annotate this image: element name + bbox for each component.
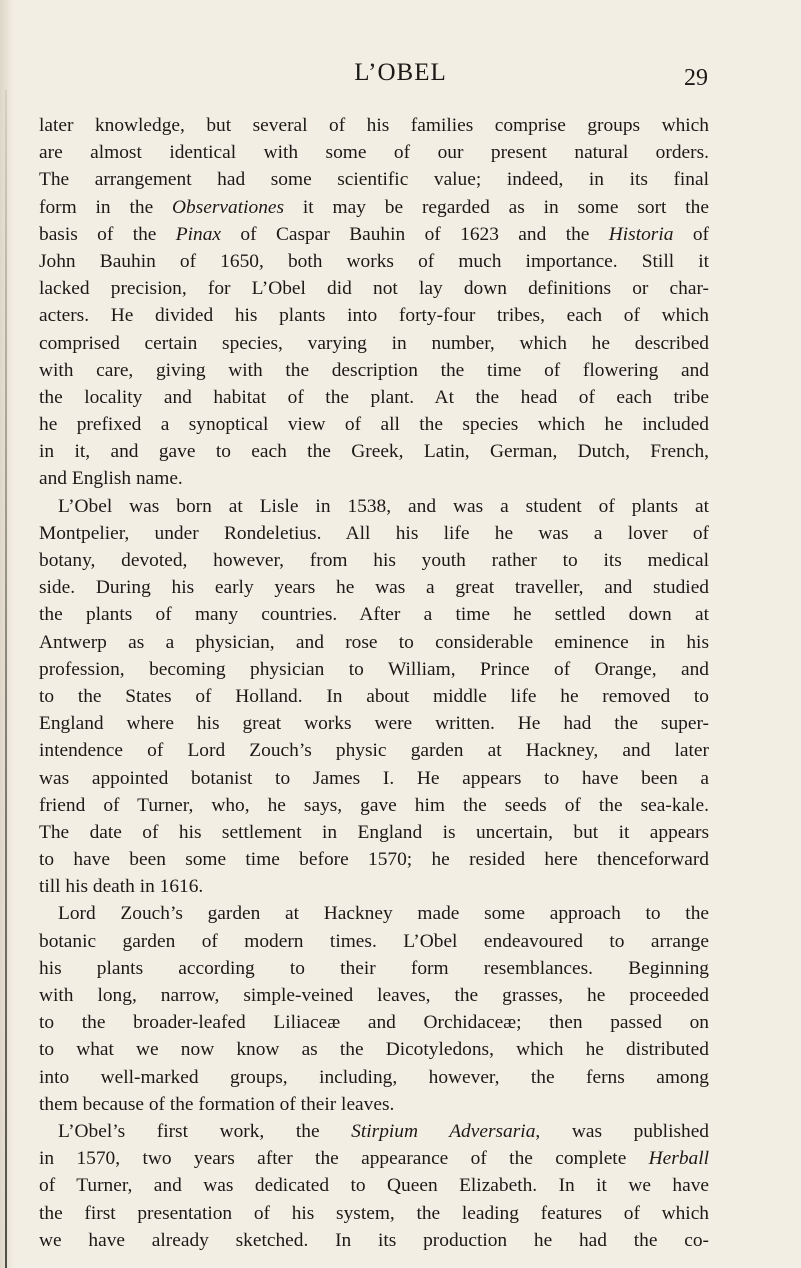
text-line xyxy=(39,900,709,927)
text-segment: intendence of Lord Zouch’s physic garden at Hackney, and later xyxy=(39,740,709,762)
text-segment: of Turner, and was dedicated to Queen Elizabeth. In it we have xyxy=(39,1175,709,1197)
text-line xyxy=(39,928,709,955)
text-line xyxy=(39,275,709,302)
italic-title: Historia xyxy=(608,223,674,245)
text-line xyxy=(39,1200,709,1227)
text-line xyxy=(39,493,709,520)
page-number: 29 xyxy=(684,65,708,91)
text-segment: the locality and habitat of the plant. At the head of each tribe xyxy=(39,386,709,408)
text-line xyxy=(39,438,709,465)
text-line xyxy=(39,194,709,221)
text-line xyxy=(39,656,709,683)
text-segment: later knowledge, but several of his families comprise groups which xyxy=(39,115,709,136)
text-line xyxy=(39,248,709,275)
text-line xyxy=(39,1172,709,1199)
page-gutter-line xyxy=(5,90,7,1268)
text-segment: with care, giving with the description the time of flowering and xyxy=(39,359,709,381)
text-line xyxy=(39,139,709,166)
text-segment: till his death in 1616. xyxy=(39,876,204,898)
text-segment: in it, and gave to each the Greek, Latin, German, Dutch, French, xyxy=(39,441,709,463)
text-line xyxy=(39,520,709,547)
text-line xyxy=(39,683,709,710)
italic-title: Herball xyxy=(648,1148,709,1170)
text-line xyxy=(39,792,709,819)
italic-title: Pinax xyxy=(175,223,222,245)
text-segment: to the broader-leafed Liliaceæ and Orchidaceæ; then passed on xyxy=(39,1012,709,1034)
text-segment: L’Obel was born at Lisle in 1538, and was a student of plants at xyxy=(58,495,709,517)
text-segment: the first presentation of his system, the leading features of which xyxy=(39,1202,709,1224)
text-line xyxy=(39,1145,709,1172)
text-segment: botany, devoted, however, from his youth rather to its medical xyxy=(39,550,709,571)
text-segment: botanic garden of modern times. L’Obel endeavoured to arrange xyxy=(39,930,709,952)
body-text xyxy=(39,112,709,1254)
text-line xyxy=(39,384,709,411)
text-line xyxy=(39,411,709,438)
text-line xyxy=(39,982,709,1009)
text-line xyxy=(39,846,709,873)
text-segment: L’Obel’s first work, the xyxy=(58,1120,352,1142)
text-segment: he prefixed a synoptical view of all the species which he included xyxy=(39,414,709,436)
text-segment: to what we now know as the Dicotyledons, which he distributed xyxy=(39,1039,709,1061)
text-segment: was appointed botanist to James I. He appears to have been a xyxy=(39,767,709,789)
text-segment: Lord Zouch’s garden at Hackney made some approach to the xyxy=(58,903,709,925)
text-segment: into well-marked groups, including, however, the ferns among xyxy=(39,1066,709,1088)
text-segment: it may be regarded as in some sort the xyxy=(284,196,709,218)
text-segment: The date of his settlement in England is uncertain, but it appears xyxy=(39,821,709,843)
text-segment: with long, narrow, simple-veined leaves, the grasses, he proceeded xyxy=(39,985,709,1006)
page-header xyxy=(0,58,801,98)
text-segment: form in the xyxy=(39,196,173,218)
text-line xyxy=(39,166,709,193)
text-segment: The arrangement had some scientific value; indeed, in its final xyxy=(39,169,709,191)
text-line xyxy=(39,737,709,764)
text-segment: to have been some time before 1570; he resided here thenceforward xyxy=(39,849,709,871)
text-line xyxy=(39,1064,709,1091)
text-segment: friend of Turner, who, he says, gave him the seeds of the sea-kale. xyxy=(39,794,709,816)
text-line xyxy=(39,710,709,737)
text-line xyxy=(39,1118,709,1145)
text-line xyxy=(39,765,709,792)
text-segment: side. During his early years he was a great traveller, and studied xyxy=(39,577,709,599)
text-segment: profession, becoming physician to William, Prince of Orange, and xyxy=(39,658,709,680)
text-line xyxy=(39,547,709,574)
text-segment: his plants according to their form resemblances. Beginning xyxy=(39,957,709,979)
text-line xyxy=(39,1009,709,1036)
text-segment: Antwerp as a physician, and rose to considerable eminence in his xyxy=(39,631,709,653)
text-line xyxy=(39,1227,709,1254)
text-segment: Montpelier, under Rondeletius. All his life he was a lover of xyxy=(39,522,709,544)
text-segment: them because of the formation of their leaves. xyxy=(39,1093,395,1115)
text-segment: , was published xyxy=(535,1120,709,1142)
text-segment: in 1570, two years after the appearance of the complete xyxy=(39,1148,649,1170)
italic-title: Observationes xyxy=(172,196,285,218)
text-line xyxy=(39,112,709,139)
text-segment: and English name. xyxy=(39,468,183,490)
page-edge-shadow xyxy=(0,0,14,1268)
running-head: L’OBEL xyxy=(354,59,447,86)
text-segment: lacked precision, for L’Obel did not lay down definitions or char- xyxy=(39,278,709,300)
text-line xyxy=(39,357,709,384)
text-line xyxy=(39,873,709,900)
text-segment: of Caspar Bauhin of 1623 and the xyxy=(221,223,609,245)
text-segment: England where his great works were written. He had the super- xyxy=(39,713,709,735)
text-segment: basis of the xyxy=(39,223,176,245)
text-line xyxy=(39,330,709,357)
text-segment: of xyxy=(673,223,709,245)
text-line xyxy=(39,465,709,492)
text-line xyxy=(39,629,709,656)
text-line xyxy=(39,302,709,329)
text-segment: John Bauhin of 1650, both works of much importance. Still it xyxy=(39,250,709,272)
text-line xyxy=(39,221,709,248)
text-line xyxy=(39,955,709,982)
text-segment: the plants of many countries. After a time he settled down at xyxy=(39,604,709,626)
italic-title: Stirpium Adversaria xyxy=(351,1120,536,1142)
text-segment: we have already sketched. In its production he had the co- xyxy=(39,1229,709,1251)
text-segment: are almost identical with some of our present natural orders. xyxy=(39,142,709,164)
text-line xyxy=(39,1036,709,1063)
text-segment: to the States of Holland. In about middle life he removed to xyxy=(39,685,709,707)
text-segment: acters. He divided his plants into forty-four tribes, each of which xyxy=(39,305,709,327)
text-segment: comprised certain species, varying in number, which he described xyxy=(39,332,709,354)
text-line xyxy=(39,574,709,601)
text-line xyxy=(39,819,709,846)
text-line xyxy=(39,1091,709,1118)
text-line xyxy=(39,601,709,628)
